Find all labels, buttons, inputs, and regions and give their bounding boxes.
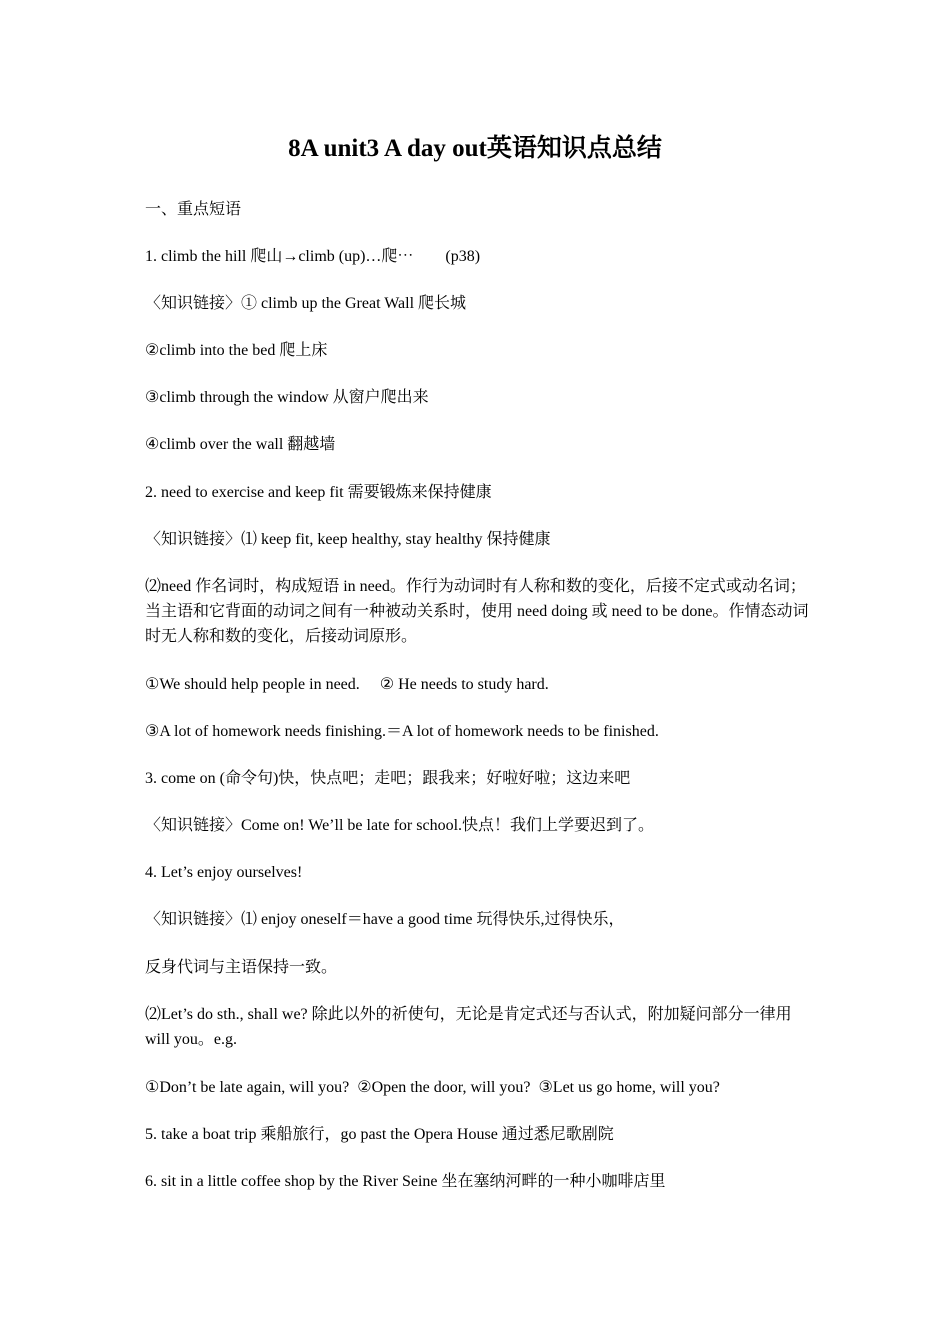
knowledge-link: 〈知识链接〉Come on! We’ll be late for school.快点！我们上学要迟到了。 — [145, 817, 655, 834]
page-title: 8A unit3 A day out英语知识点总结 — [288, 135, 662, 162]
knowledge-link: 〈知识链接〉⑴ keep fit, keep healthy, stay healthy 保持健康 — [145, 531, 551, 548]
example-line: ①We should help people in need. ② He needs to study hard. — [145, 676, 549, 693]
example-line: ④climb over the wall 翻越墙 — [145, 436, 336, 453]
section-heading: 一、重点短语 — [145, 201, 242, 218]
knowledge-link: 〈知识链接〉① climb up the Great Wall 爬长城 — [145, 295, 467, 312]
example-line: ②climb into the bed 爬上床 — [145, 342, 328, 359]
explanation-paragraph: ⑵Let’s do sth., shall we? 除此以外的祈使句，无论是肯定式还与否认式，附加疑问部分一律用 will you。e.g. — [145, 1006, 796, 1048]
phrase-item-3: 3. come on (命令句)快，快点吧；走吧；跟我来；好啦好啦；这边来吧 — [145, 770, 631, 787]
phrase-item-4: 4. Let’s enjoy ourselves! — [145, 864, 303, 881]
explanation-paragraph: ⑵need 作名词时，构成短语 in need。作行为动词时有人称和数的变化，后接不定式或动名词；当主语和它背面的动词之间有一种被动关系时，使用 need doing 或 need to be done。作情态动词时无人称和数的变化，后接动词原形。 — [145, 578, 809, 645]
knowledge-link: 〈知识链接〉⑴ enjoy oneself＝have a good time 玩得快乐,过得快乐， — [145, 911, 625, 928]
phrase-item-5: 5. take a boat trip 乘船旅行，go past the Opera House 通过悉尼歌剧院 — [145, 1126, 614, 1143]
explanation-line: 反身代词与主语保持一致。 — [145, 959, 338, 976]
phrase-item-1: 1. climb the hill 爬山→climb (up)…爬⋯ (p38) — [145, 248, 481, 265]
example-line: ③A lot of homework needs finishing.＝A lot of homework needs to be finished. — [145, 723, 659, 740]
phrase-item-2: 2. need to exercise and keep fit 需要锻炼来保持健康 — [145, 484, 492, 501]
example-line: ①Don’t be late again, will you? ②Open the door, will you? ③Let us go home, will you? — [145, 1079, 720, 1096]
example-line: ③climb through the window 从窗户爬出来 — [145, 389, 429, 406]
phrase-item-6: 6. sit in a little coffee shop by the River Seine 坐在塞纳河畔的一种小咖啡店里 — [145, 1173, 666, 1190]
